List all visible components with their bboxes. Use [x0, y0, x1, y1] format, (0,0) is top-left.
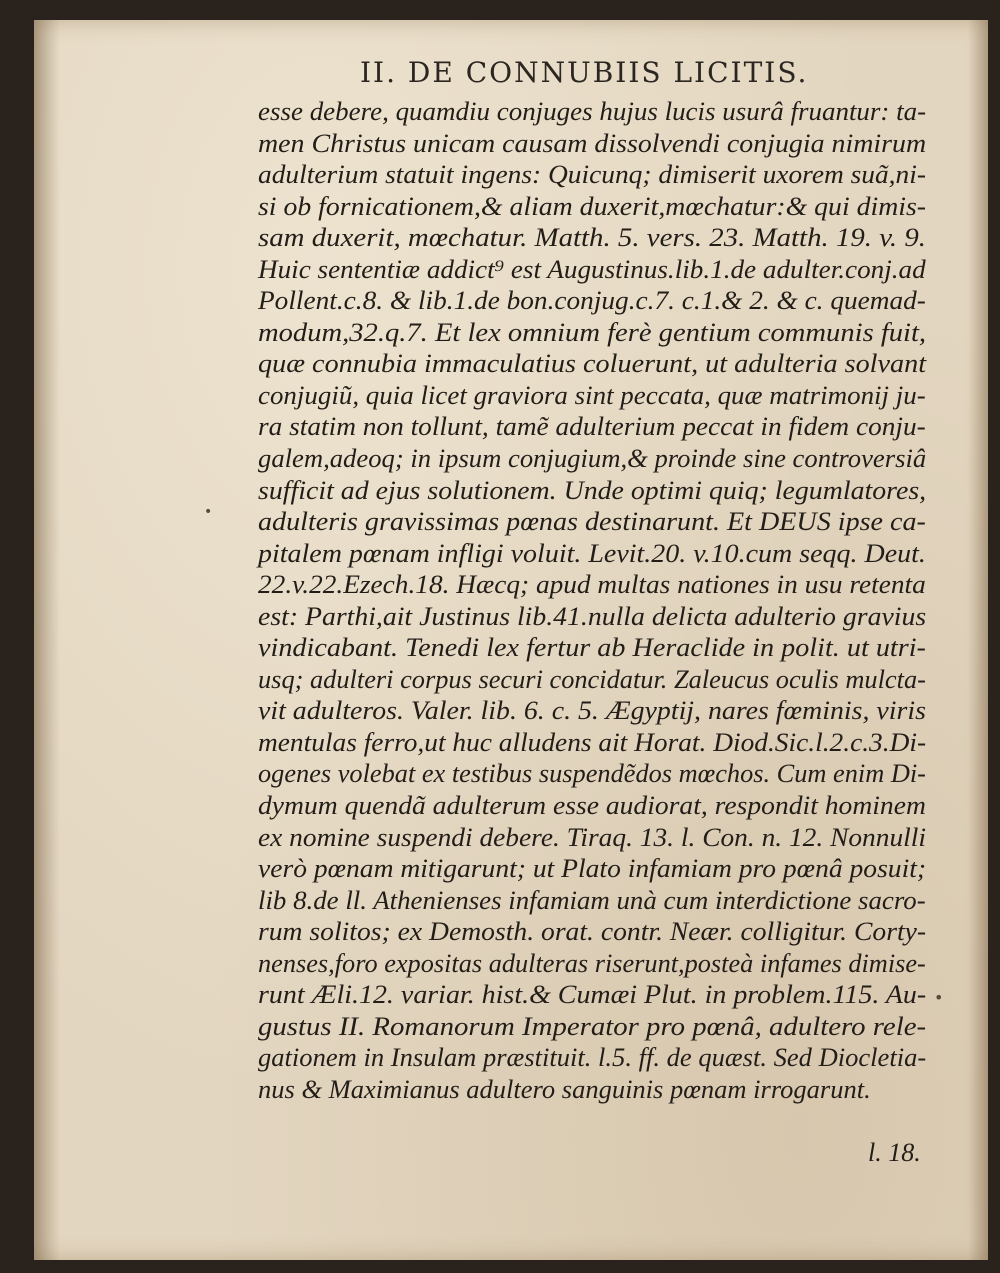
- text-line: rum solitos; ex Demosth. orat. contr. Neær. colligitur. Corty-: [258, 916, 927, 947]
- running-head: II. DE CONNUBIIS LICITIS.: [360, 56, 809, 89]
- text-line: Huic sententiæ addict⁹ est Augustinus.lib.1.de adulter.conj.ad: [258, 253, 926, 284]
- margin-speck: •: [934, 988, 944, 1007]
- text-line: vit adulteros. Valer. lib. 6. c. 5. Ægyptij, nares fœminis, viris: [258, 695, 926, 726]
- text-line: adulteris gravissimas pœnas destinarunt. Et DEUS ipse ca-: [258, 506, 926, 537]
- text-line: 22.v.22.Ezech.18. Hæcq; apud multas nationes in usu retenta: [258, 569, 926, 600]
- text-line: gationem in Insulam præstituit. l.5. ff. de quæst. Sed Diocletia-: [258, 1042, 927, 1073]
- body-text: [258, 96, 926, 1106]
- text-line: galem,adeoq; in ipsum conjugium,& proinde sine controversiâ: [258, 443, 927, 474]
- text-line: sam duxerit, mœchatur. Matth. 5. vers. 23. Matth. 19. v. 9.: [258, 222, 926, 253]
- page-edge: [968, 20, 988, 1260]
- text-line: pitalem pœnam infligi voluit. Levit.20. v.10.cum seqq. Deut.: [258, 537, 926, 568]
- text-line: men Christus unicam causam dissolvendi conjugia nimirum: [258, 127, 927, 158]
- text-line: si ob fornicationem,& aliam duxerit,mœchatur:& qui dimis-: [258, 190, 927, 221]
- text-line: gustus II. Romanorum Imperator pro pœnâ, adultero rele-: [258, 1010, 927, 1041]
- text-line: nus & Maximianus adultero sanguinis pœnam irrogarunt.: [258, 1073, 871, 1104]
- text-line: verò pœnam mitigarunt; ut Plato infamiam pro pœnâ posuit;: [258, 853, 927, 884]
- text-line: nenses,foro expositas adulteras riserunt,posteà infames dimise-: [258, 947, 926, 978]
- text-line: esse debere, quamdiu conjuges hujus lucis usurâ fruantur: ta-: [258, 96, 927, 126]
- text-line: adulterium statuit ingens: Quicunq; dimiserit uxorem suã,ni-: [258, 159, 926, 190]
- text-line: quæ connubia immaculatius coluerunt, ut adulteria solvant: [258, 348, 927, 379]
- text-line: dymum quendã adulterum esse audiorat, respondit hominem: [258, 790, 926, 821]
- gutter-shadow: [34, 20, 60, 1260]
- text-line: lib 8.de ll. Athenienses infamiam unà cum interdictione sacro-: [258, 884, 926, 915]
- text-line: usq; adulteri corpus securi concidatur. Zaleucus oculis mulcta-: [258, 663, 926, 694]
- text-line: sufficit ad ejus solutionem. Unde optimi quiq; legumlatores,: [258, 474, 927, 505]
- margin-speck: •: [204, 504, 213, 520]
- text-line: ex nomine suspendi debere. Tiraq. 13. l. Con. n. 12. Nonnulli: [258, 821, 926, 852]
- text-line: ra statim non tollunt, tamẽ adulterium peccat in fidem conju-: [258, 411, 926, 442]
- text-line: est: Parthi,ait Justinus lib.41.nulla delicta adulterio gravius: [258, 600, 927, 631]
- text-line: ogenes volebat ex testibus suspendẽdos mœchos. Cum enim Di-: [258, 758, 926, 789]
- text-line: vindicabant. Tenedi lex fertur ab Heraclide in polit. ut utri-: [258, 632, 926, 663]
- text-line: runt Æli.12. variar. hist.& Cumæi Plut. in problem.115. Au-: [258, 979, 927, 1010]
- text-line: conjugiũ, quia licet graviora sint peccata, quæ matrimonij ju-: [258, 379, 926, 410]
- text-line: Pollent.c.8. & lib.1.de bon.conjug.c.7. c.1.& 2. & c. quemad-: [258, 285, 926, 316]
- text-line: mentulas ferro,ut huc alludens ait Horat. Diod.Sic.l.2.c.3.Di-: [258, 726, 927, 757]
- catchword: l. 18.: [868, 1138, 921, 1167]
- text-line: modum,32.q.7. Et lex omnium ferè gentium communis fuit,: [258, 316, 927, 347]
